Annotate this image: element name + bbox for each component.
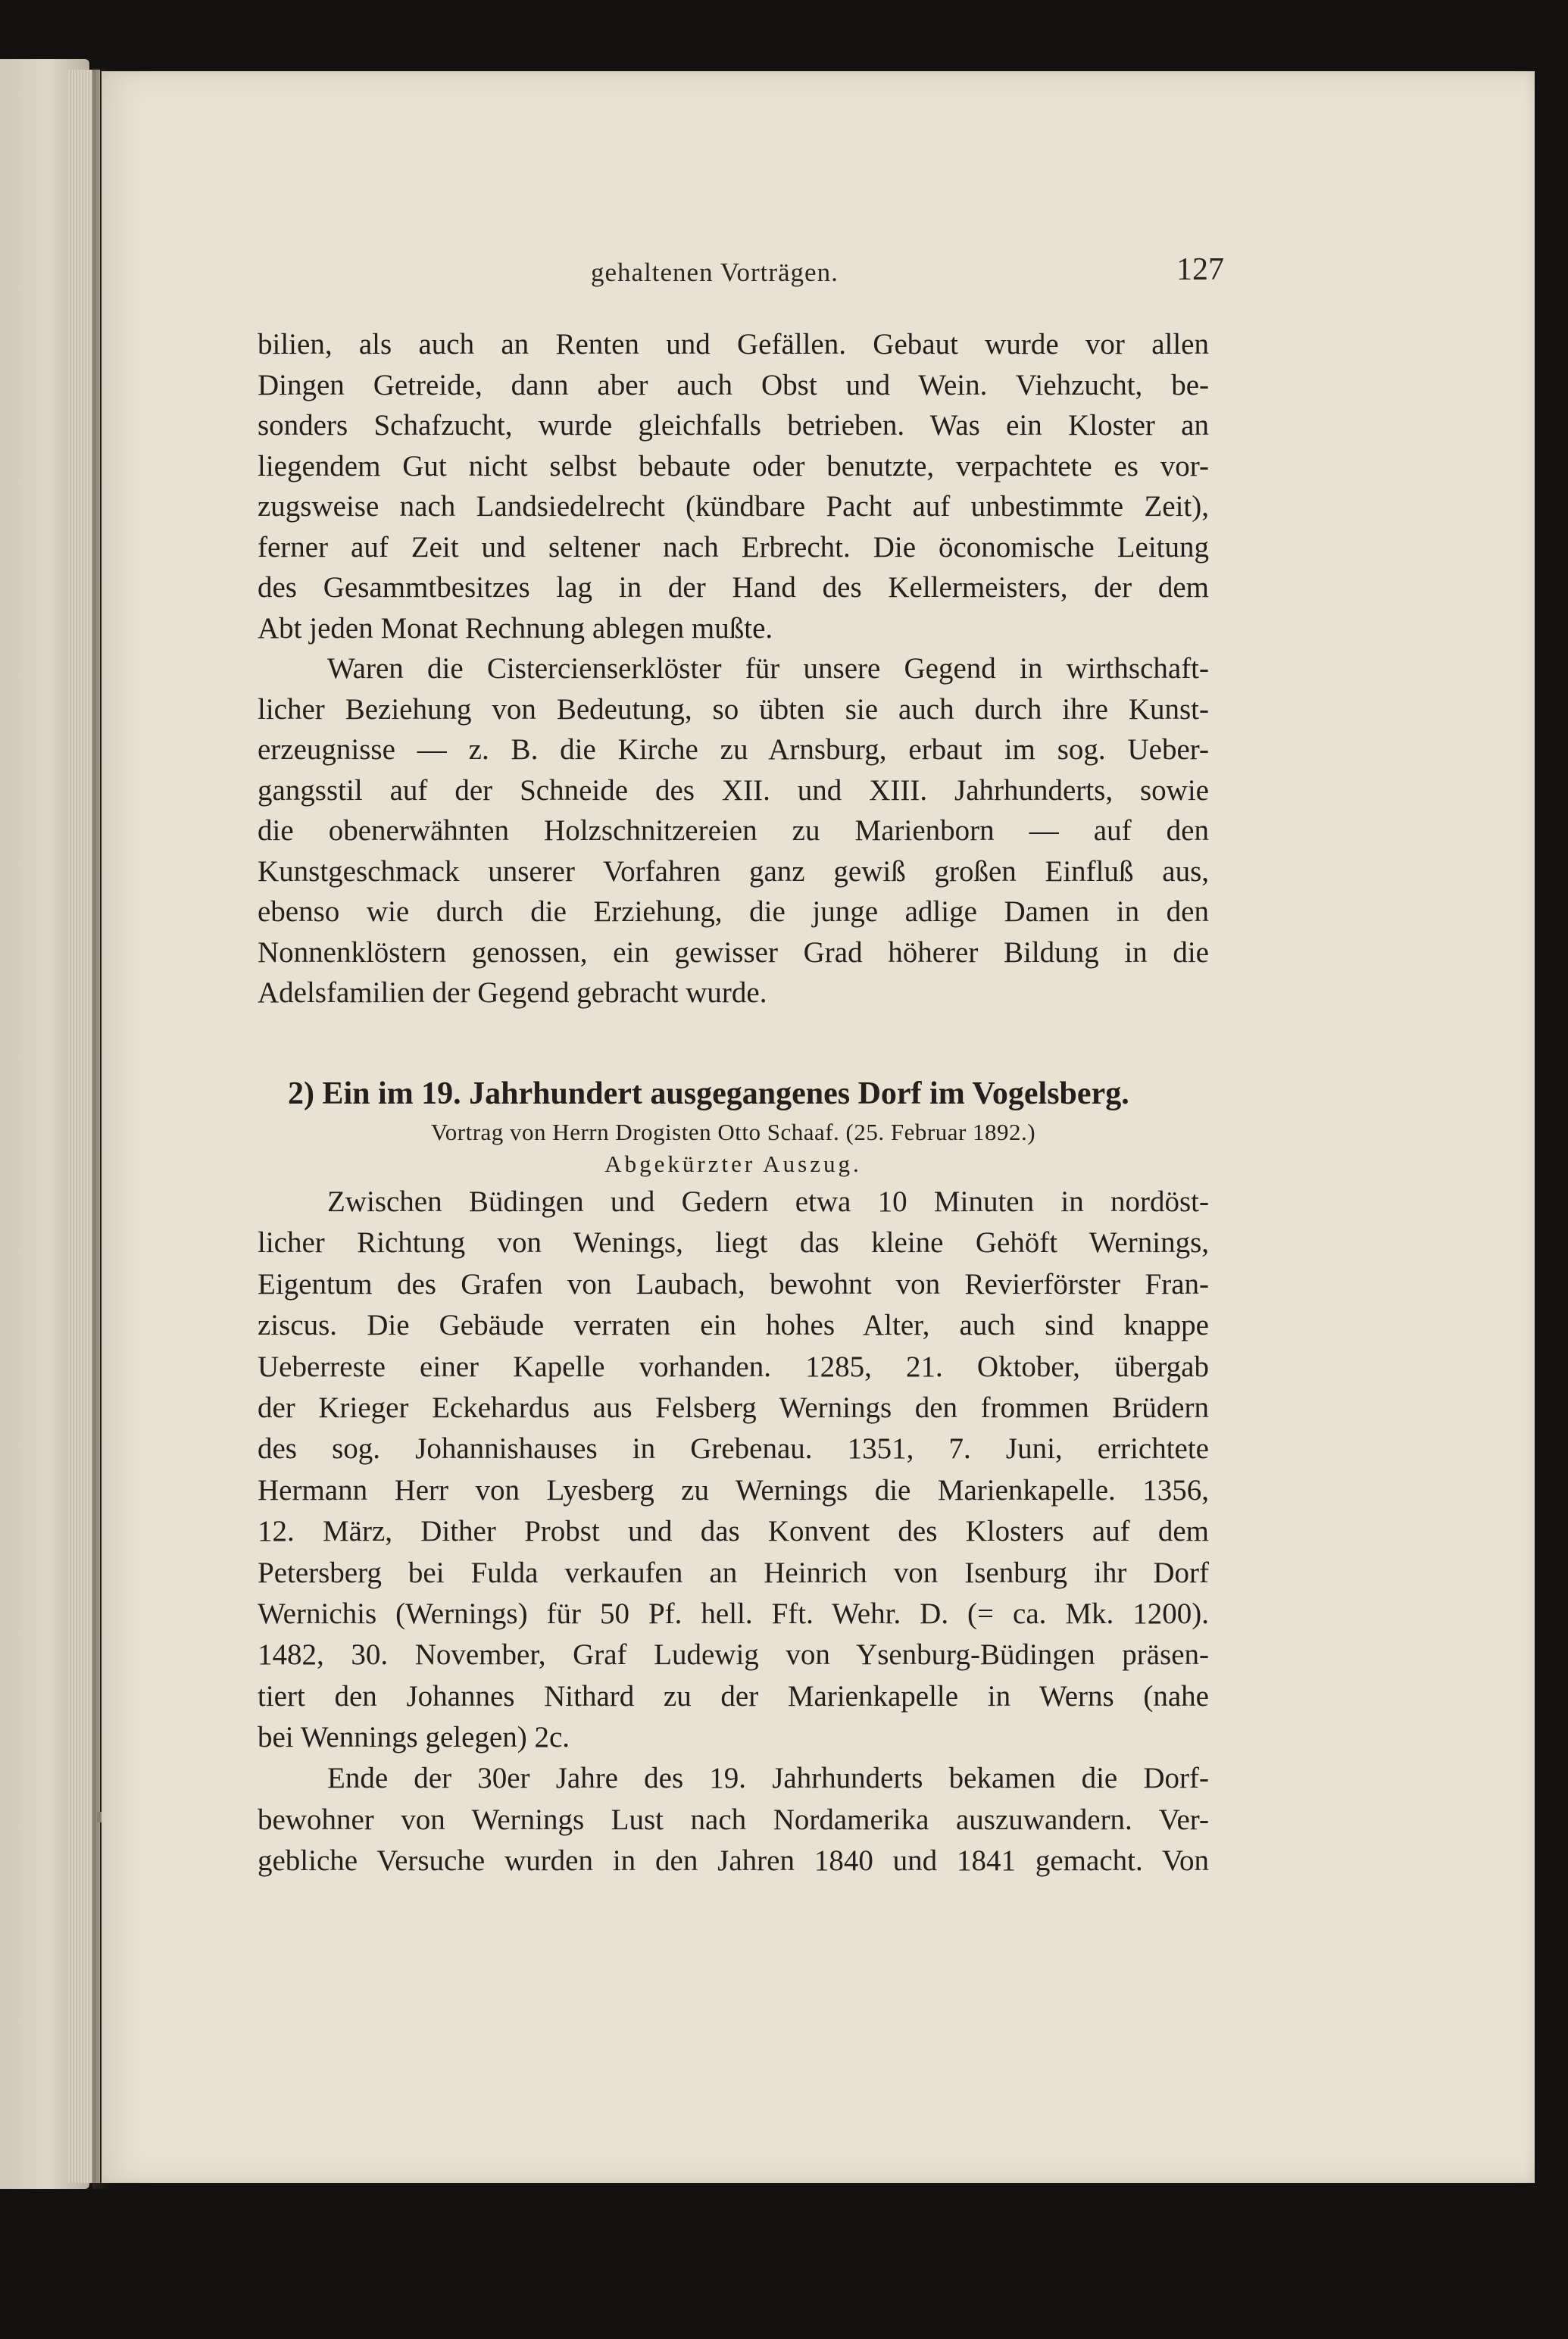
text-line: liegendem Gut nicht selbst bebaute oder benutzte, verpachtete es vor- <box>258 449 1209 482</box>
text-line: Eigentum des Grafen von Laubach, bewohnt von Revierförster Fran- <box>258 1267 1209 1301</box>
running-head: gehaltenen Vorträgen. <box>591 258 839 287</box>
text-line: erzeugnisse — z. B. die Kirche zu Arnsburg, erbaut im sog. Ueber- <box>258 733 1209 766</box>
text-line: sonders Schafzucht, wurde gleichfalls betrieben. Was ein Kloster an <box>258 409 1209 442</box>
section-header <box>258 1071 1209 1180</box>
page-number: 127 <box>1176 252 1224 287</box>
section-subnote: Abgekürzter Auszug. <box>604 1151 862 1177</box>
text-line: des sog. Johannishauses in Grebenau. 1351, 7. Juni, errichtete <box>258 1432 1209 1466</box>
text-line: des Gesammtbesitzes lag in der Hand des Kellermeisters, der dem <box>258 571 1209 604</box>
text-line: ferner auf Zeit und seltener nach Erbrecht. Die öconomische Leitung <box>258 530 1209 564</box>
text-line: die obenerwähnten Holzschnitzereien zu Marienborn — auf den <box>258 814 1209 847</box>
text-line: Ende der 30er Jahre des 19. Jahrhunderts bekamen die Dorf- <box>327 1762 1209 1795</box>
text-line: tiert den Johannes Nithard zu der Marienkapelle in Werns (nahe <box>258 1679 1209 1713</box>
text-line: Adelsfamilien der Gegend gebracht wurde. <box>258 976 767 1009</box>
text-line: zugsweise nach Landsiedelrecht (kündbare Pacht auf unbestimmte Zeit), <box>258 490 1209 523</box>
text-line: der Krieger Eckehardus aus Felsberg Wernings den frommen Brüdern <box>258 1391 1209 1424</box>
text-line: Dingen Getreide, dann aber auch Obst und Wein. Viehzucht, be- <box>258 368 1209 401</box>
text-line: Petersberg bei Fulda verkaufen an Heinrich von Isenburg ihr Dorf <box>258 1556 1209 1589</box>
text-line: Waren die Cistercienserklöster für unsere Gegend in wirthschaft- <box>327 652 1209 685</box>
text-line: Nonnenklöstern genossen, ein gewisser Grad höherer Bildung in die <box>258 935 1209 969</box>
text-line: gangsstil auf der Schneide des XII. und XIII. Jahrhunderts, sowie <box>258 773 1209 807</box>
continued-text <box>258 324 1209 1013</box>
text-line: bei Wennings gelegen) 2c. <box>258 1721 570 1754</box>
text-line: Abt jeden Monat Rechnung ablegen mußte. <box>258 611 773 645</box>
text-line: gebliche Versuche wurden in den Jahren 1840 und 1841 gemacht. Von <box>258 1844 1209 1878</box>
text-line: Ueberreste einer Kapelle vorhanden. 1285, 21. Oktober, übergab <box>258 1350 1209 1383</box>
text-line: licher Richtung von Wenings, liegt das kleine Gehöft Wernings, <box>258 1226 1209 1260</box>
section-byline: Vortrag von Herrn Drogisten Otto Schaaf. (25. Februar 1892.) <box>430 1119 1036 1145</box>
text-line: bewohner von Wernings Lust nach Nordamerika auszuwandern. Ver- <box>258 1803 1209 1836</box>
text-line: bilien, als auch an Renten und Gefällen. Gebaut wurde vor allen <box>258 328 1209 361</box>
section-heading: 2) Ein im 19. Jahrhundert ausgegangenes Dorf im Vogelsberg. <box>288 1076 1129 1111</box>
text-line: Zwischen Büdingen und Gedern etwa 10 Minuten in nordöst- <box>327 1185 1209 1218</box>
margin-mark <box>97 1812 102 1822</box>
text-line: licher Beziehung von Bedeutung, so übten sie auch durch ihre Kunst- <box>258 692 1209 726</box>
text-line: ziscus. Die Gebäude verraten ein hohes Alter, auch sind knappe <box>258 1309 1209 1342</box>
text-line: Hermann Herr von Lyesberg zu Wernings die Marienkapelle. 1356, <box>258 1473 1209 1507</box>
text-line: 1482, 30. November, Graf Ludewig von Ysenburg-Büdingen präsen- <box>258 1638 1209 1672</box>
section-body <box>258 1182 1209 1882</box>
text-line: Kunstgeschmack unserer Vorfahren ganz gewiß großen Einfluß aus, <box>258 854 1209 888</box>
text-line: 12. März, Dither Probst und das Konvent des Klosters auf dem <box>258 1515 1209 1548</box>
text-line: Wernichis (Wernings) für 50 Pf. hell. Fft. Wehr. D. (= ca. Mk. 1200). <box>258 1597 1209 1630</box>
text-line: ebenso wie durch die Erziehung, die junge adlige Damen in den <box>258 895 1209 928</box>
